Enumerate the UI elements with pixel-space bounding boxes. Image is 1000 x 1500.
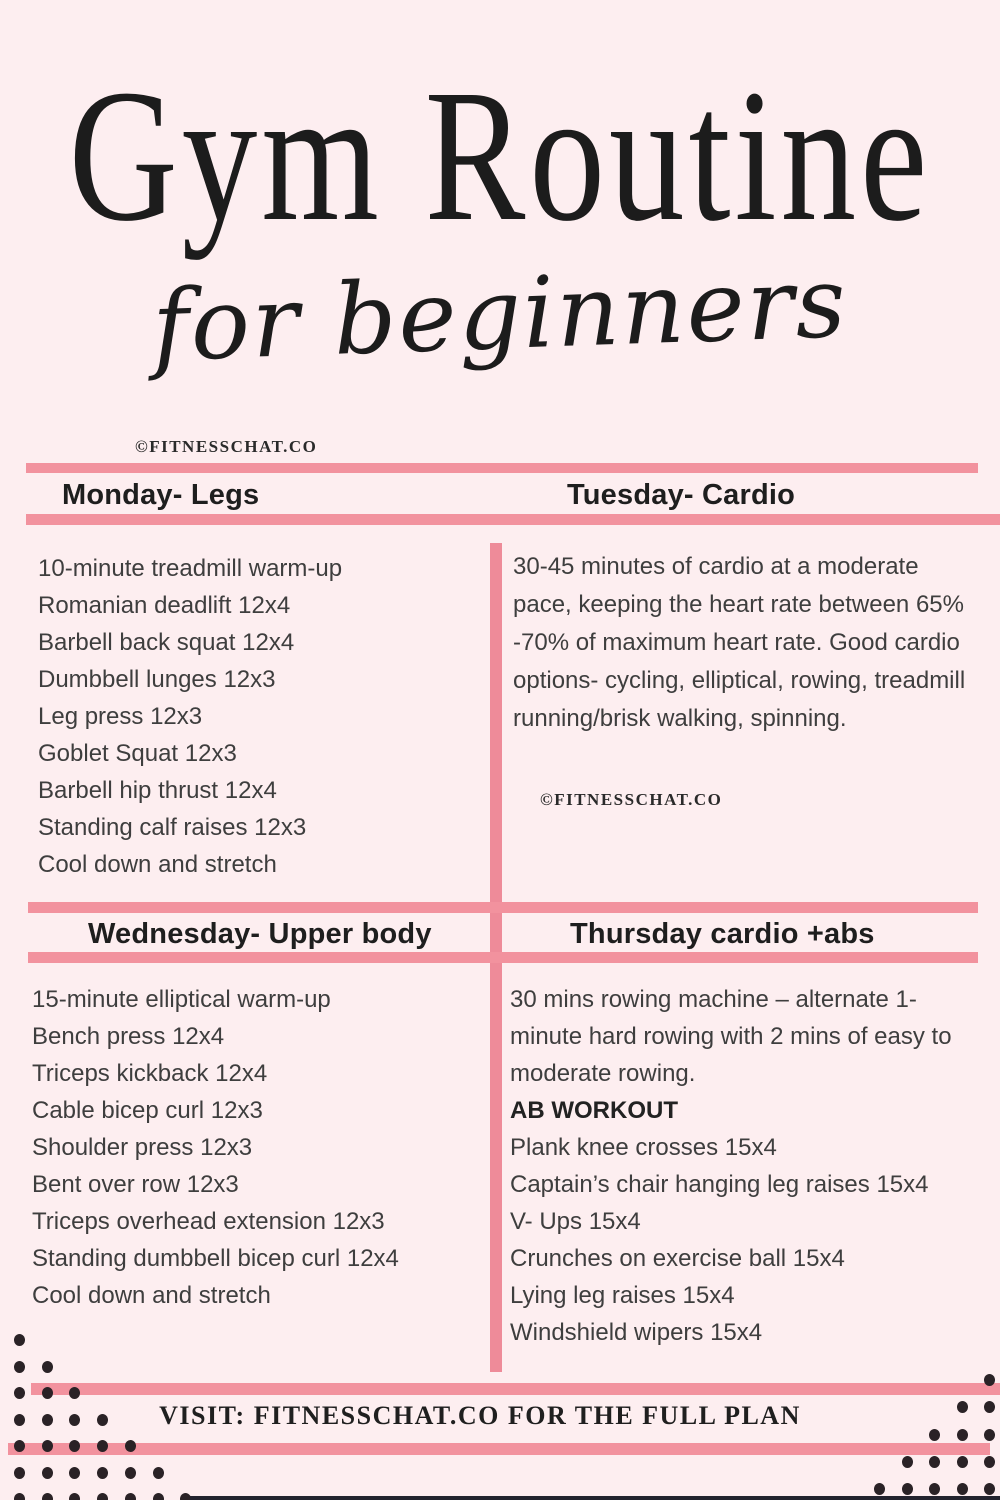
list-item: Bent over row 12x3 [32,1171,239,1198]
footer-bar-bottom [8,1443,990,1455]
list-item: Cool down and stretch [32,1282,271,1309]
watermark-top: ©FITNESSCHAT.CO [135,437,318,456]
dot [69,1493,80,1500]
list-item: Triceps overhead extension 12x3 [32,1208,385,1235]
dot [42,1361,53,1373]
dot [42,1493,53,1500]
list-item: V- Ups 15x4 [510,1208,641,1235]
dot [984,1429,995,1441]
bottom-edge-line [190,1496,1000,1500]
thursday-exercise-list [510,1129,980,1351]
list-item: Barbell back squat 12x4 [38,629,295,656]
list-item: Lying leg raises 15x4 [510,1282,735,1309]
dot [14,1467,25,1479]
header-wednesday: Wednesday- Upper body [88,918,432,950]
list-item: Triceps kickback 12x4 [32,1060,268,1087]
dot [125,1467,136,1479]
list-item: Bench press 12x4 [32,1023,225,1050]
list-item: Cable bicep curl 12x3 [32,1097,263,1124]
monday-exercise-list [38,550,342,883]
page-subtitle: for beginners [150,245,850,385]
dot [153,1493,164,1500]
dot [14,1387,25,1399]
dot [42,1467,53,1479]
dot [902,1456,913,1468]
list-item: Romanian deadlift 12x4 [38,592,291,619]
dot [957,1483,968,1495]
list-item: Leg press 12x3 [38,703,203,730]
list-item: Cool down and stretch [38,851,277,878]
list-item: Barbell hip thrust 12x4 [38,777,277,804]
dot [97,1467,108,1479]
footer-cta: VISIT: FITNESSCHAT.CO FOR THE FULL PLAN [159,1401,801,1430]
dot [929,1456,940,1468]
dot [97,1493,108,1500]
footer-bar-top [31,1383,1000,1395]
list-item: Windshield wipers 15x4 [510,1319,763,1346]
header-tuesday: Tuesday- Cardio [567,479,796,511]
header-monday: Monday- Legs [62,479,260,511]
list-item: 15-minute elliptical warm-up [32,986,331,1013]
dot [14,1493,25,1500]
wednesday-exercise-list [32,981,399,1314]
watermark-tuesday: ©FITNESSCHAT.CO [540,790,723,809]
dot [984,1456,995,1468]
dot [14,1361,25,1373]
ab-workout-heading: AB WORKOUT [510,1097,678,1124]
list-item: Captain’s chair hanging leg raises 15x4 [510,1171,929,1198]
dot [929,1483,940,1495]
divider-bar-top-1 [26,463,978,473]
dot [69,1467,80,1479]
tuesday-cardio-paragraph: 30-45 minutes of cardio at a moderate pace, keeping the heart rate between 65% -70% of maximum heart rate. Good cardio options- cycling, elliptical, rowing, treadmill running/brisk walking, spinning. [513,553,966,732]
header-thursday: Thursday cardio +abs [570,918,875,950]
list-item: Dumbbell lunges 12x3 [38,666,276,693]
list-item: Standing calf raises 12x3 [38,814,307,841]
dot [902,1483,913,1495]
dot [14,1334,25,1346]
list-item: Goblet Squat 12x3 [38,740,237,767]
list-item: Shoulder press 12x3 [32,1134,253,1161]
dot [153,1467,164,1479]
divider-bar-mid-1 [28,902,978,913]
thursday-intro: 30 mins rowing machine – alternate 1-minute hard rowing with 2 mins of easy to moderate rowing. [510,986,952,1087]
list-item: Standing dumbbell bicep curl 12x4 [32,1245,399,1272]
list-item: Plank knee crosses 15x4 [510,1134,777,1161]
dot [874,1483,885,1495]
list-item: 10-minute treadmill warm-up [38,555,343,582]
list-item: Crunches on exercise ball 15x4 [510,1245,845,1272]
dot [125,1493,136,1500]
divider-bar-top-2 [26,514,1000,525]
page-title: Gym Routine [68,51,932,262]
thursday-block [510,981,980,1351]
divider-bar-mid-2 [28,952,978,963]
dot [984,1401,995,1413]
dot [957,1456,968,1468]
dot [984,1483,995,1495]
